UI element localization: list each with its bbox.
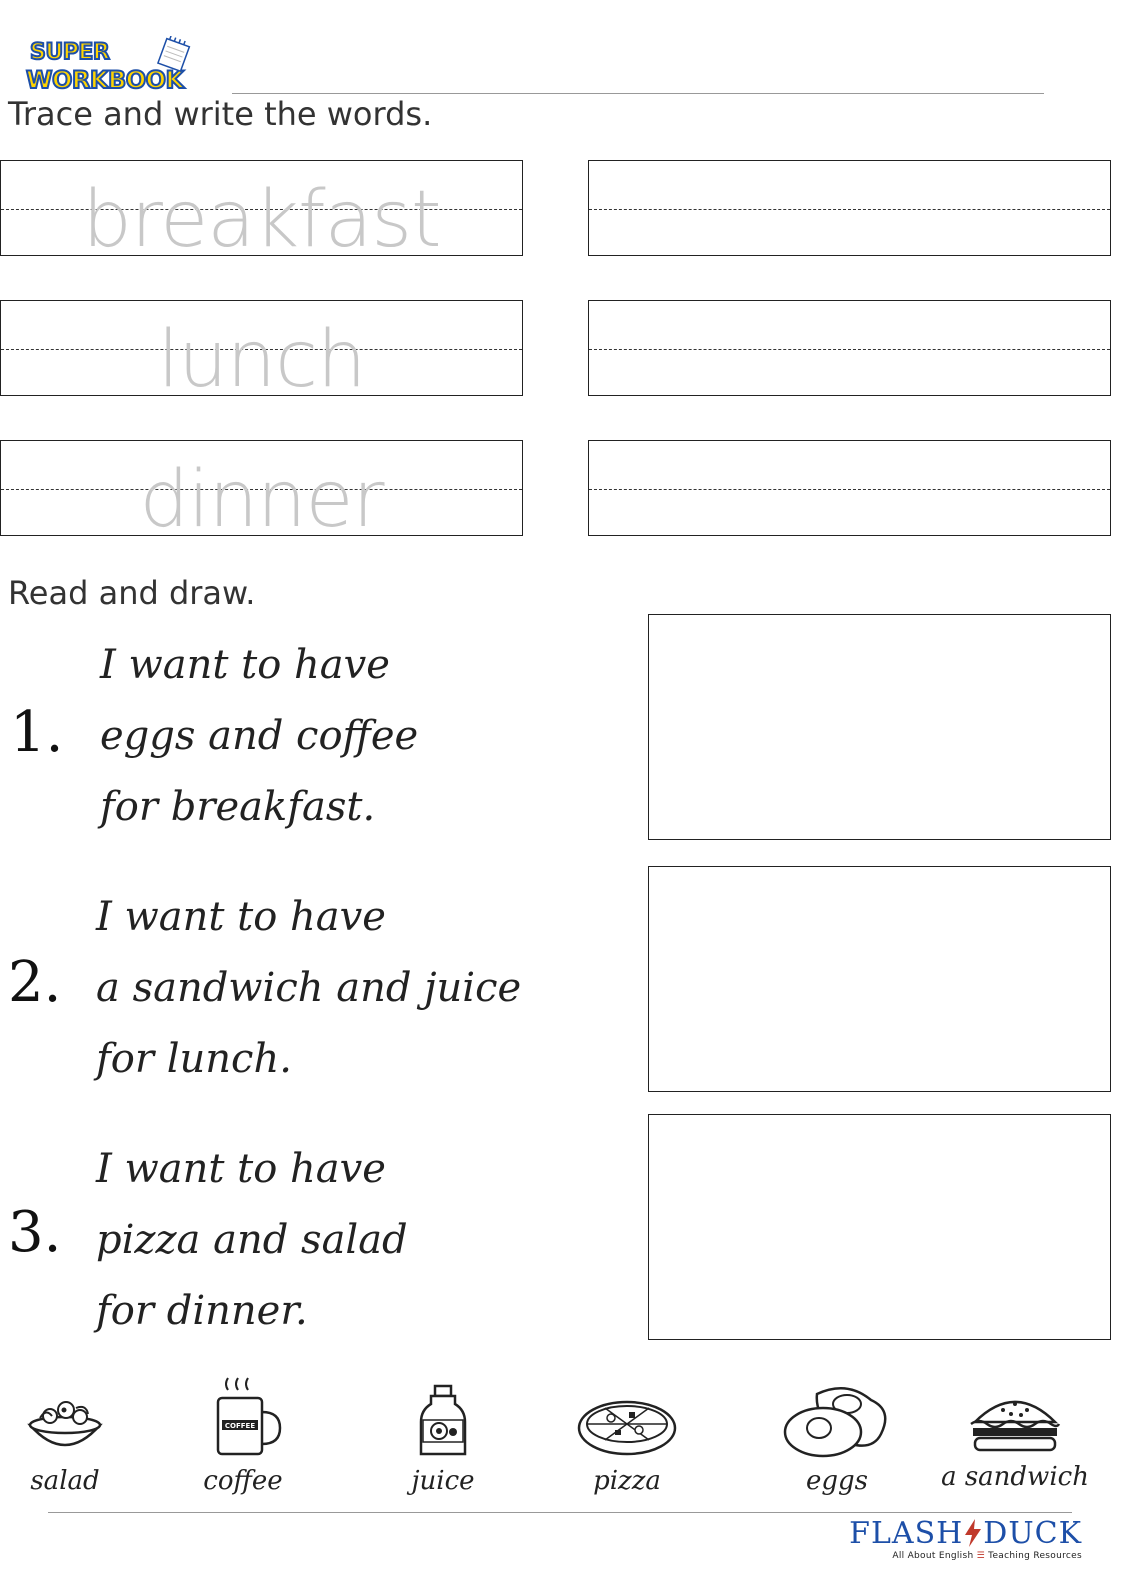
sentence-line: for dinner. xyxy=(96,1288,308,1334)
juice-bottle-icon xyxy=(413,1384,473,1460)
food-label: coffee xyxy=(203,1466,283,1496)
brand-name xyxy=(849,1516,1082,1551)
logo-text-top: SUPER xyxy=(30,40,110,65)
notepad-icon xyxy=(154,36,194,72)
guide-line xyxy=(589,209,1110,210)
lightning-bolt-icon xyxy=(963,1519,983,1547)
salad-bowl-icon xyxy=(20,1380,110,1460)
drawing-box-3[interactable] xyxy=(648,1114,1111,1340)
trace-box-lunch[interactable] xyxy=(0,300,523,405)
write-box-1[interactable] xyxy=(588,160,1111,256)
brand-tagline xyxy=(849,1551,1082,1561)
guide-line xyxy=(589,489,1110,490)
footer-divider xyxy=(48,1512,1072,1513)
food-label: pizza xyxy=(593,1466,661,1496)
trace-box-breakfast[interactable] xyxy=(0,160,523,265)
food-item-coffee xyxy=(168,1374,318,1496)
name-line xyxy=(232,93,1044,94)
food-label: a sandwich xyxy=(941,1462,1089,1492)
item-number: 3. xyxy=(8,1200,62,1265)
sentence-line: eggs and coffee xyxy=(100,713,419,759)
food-item-pizza xyxy=(552,1394,702,1496)
trace-word: breakfast xyxy=(82,175,441,265)
food-label: salad xyxy=(30,1466,100,1496)
food-item-eggs xyxy=(762,1382,912,1496)
fried-eggs-icon xyxy=(777,1382,897,1460)
sentence-line: for lunch. xyxy=(96,1036,292,1082)
sentence-line: I want to have xyxy=(96,1146,386,1192)
tagline-left: All About English xyxy=(892,1551,974,1561)
trace-box-dinner[interactable] xyxy=(0,440,523,545)
logo-text-bottom: WORKBOOK xyxy=(26,66,184,94)
brand-name-right: DUCK xyxy=(983,1516,1082,1551)
sentence-line: a sandwich and juice xyxy=(96,965,522,1011)
sentence-line: for breakfast. xyxy=(100,784,376,830)
write-box-3[interactable] xyxy=(588,440,1111,536)
sentence-line: I want to have xyxy=(100,642,390,688)
flashduck-logo xyxy=(849,1516,1082,1561)
food-item-salad xyxy=(0,1380,140,1496)
sentence-1 xyxy=(100,630,418,843)
item-number: 2. xyxy=(8,950,62,1015)
sentence-line: pizza and salad xyxy=(96,1217,408,1263)
trace-instruction: Trace and write the words. xyxy=(8,95,433,133)
drawing-box-2[interactable] xyxy=(648,866,1111,1092)
sandwich-icon xyxy=(965,1388,1065,1456)
food-item-juice xyxy=(368,1384,518,1496)
mug-label: COFFEE xyxy=(224,1422,256,1430)
trace-word: dinner xyxy=(139,455,384,545)
brand-name-left: FLASH xyxy=(849,1516,964,1551)
food-item-sandwich xyxy=(940,1388,1090,1492)
tagline-right: Teaching Resources xyxy=(988,1551,1082,1561)
write-box-2[interactable] xyxy=(588,300,1111,396)
trace-word: lunch xyxy=(157,315,366,405)
food-label: eggs xyxy=(805,1466,869,1496)
guide-line xyxy=(589,349,1110,350)
coffee-mug-icon xyxy=(198,1374,288,1460)
item-number: 1. xyxy=(10,700,64,765)
book-icon: ☰ xyxy=(976,1551,985,1561)
super-workbook-logo xyxy=(26,36,226,98)
draw-instruction: Read and draw. xyxy=(8,574,256,612)
sentence-2 xyxy=(96,882,521,1095)
drawing-box-1[interactable] xyxy=(648,614,1111,840)
food-label: juice xyxy=(411,1466,475,1496)
sentence-line: I want to have xyxy=(96,894,386,940)
sentence-3 xyxy=(96,1134,408,1347)
pizza-icon xyxy=(575,1394,679,1460)
